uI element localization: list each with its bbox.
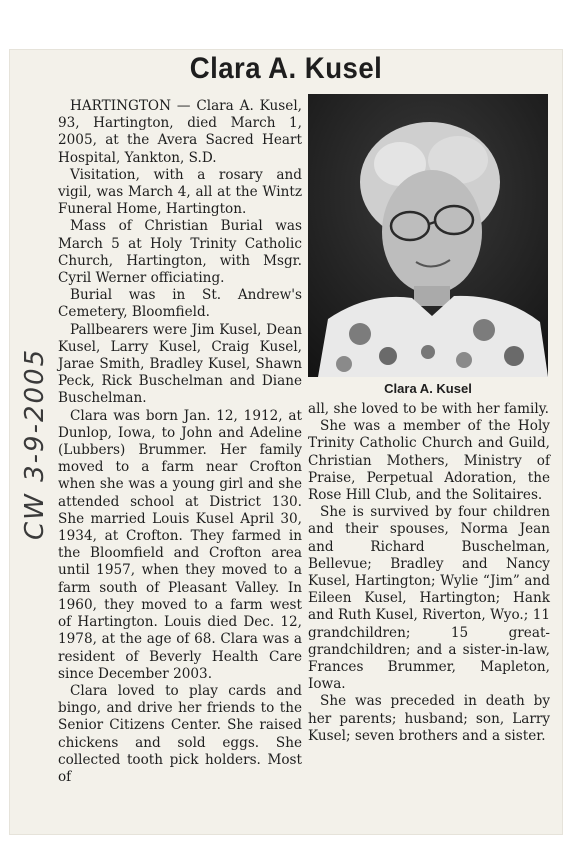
handwritten-date <box>20 450 50 540</box>
portrait-image <box>308 94 548 377</box>
paragraph-visitation: Visitation, with a rosary and vigil, was March 4, all at the Wintz Funeral Home, Hartington. <box>58 166 302 218</box>
paragraph-intro: HARTINGTON — Clara A. Kusel, 93, Hartington, died March 1, 2005, at the Avera Sacred Heart Hospital, Yankton, S.D. <box>58 98 302 166</box>
newspaper-clipping <box>10 50 562 834</box>
paragraph-continuation: all, she loved to be with her family. <box>308 401 549 417</box>
portrait-photo <box>308 94 548 377</box>
paragraph-burial: Burial was in St. Andrew's Cemetery, Bloomfield. <box>58 287 302 321</box>
left-column <box>58 98 302 786</box>
paragraph-memberships: She was a member of the Holy Trinity Catholic Church and Guild, Christian Mothers, Ministry of Praise, Perpetual Adoration, the Rose Hill Club, and the Solitaires. <box>308 418 550 504</box>
paragraph-survivors: She is survived by four children and their spouses, Norma Jean and Richard Buschelman, Bellevue; Bradley and Nancy Kusel, Hartington; Wylie “Jim” and Eileen Kusel, Hartington; Hank and Ruth Kusel, Riverton, Wyo.; 11 grandchildren; 15 great-grandchildren; and a sister-in-law, Frances Brummer, Mapleton, Iowa. <box>308 504 550 693</box>
paragraph-hobbies: Clara loved to play cards and bingo, and drive her friends to the Senior Citizens Center. She raised chickens and sold eggs. She collected tooth pick holders. Most of <box>58 682 302 785</box>
obituary-headline: Clara A. Kusel <box>189 52 383 85</box>
paragraph-biography: Clara was born Jan. 12, 1912, at Dunlop, Iowa, to John and Adeline (Lubbers) Brummer. Her family moved to a farm near Crofton when she was a young girl and she attended school at District 130. She married Louis Kusel April 30, 1934, at Crofton. They farmed in the Bloomfield and Crofton area until 1957, when they moved to a farm south of Pleasant Valley. In 1960, they moved to a farm west of Hartington. Louis died Dec. 12, 1978, at the age of 68. Clara was a resident of Beverly Health Care since December 2003. <box>58 407 302 682</box>
paragraph-pallbearers: Pallbearers were Jim Kusel, Dean Kusel, Larry Kusel, Craig Kusel, Jarae Smith, Bradley Kusel, Shawn Peck, Rick Buschelman and Diane Buschelman. <box>58 321 302 407</box>
paragraph-mass: Mass of Christian Burial was March 5 at Holy Trinity Catholic Church, Hartington, with Msgr. Cyril Werner officiating. <box>58 218 302 287</box>
right-column <box>308 401 550 745</box>
paragraph-preceded: She was preceded in death by her parents; husband; son, Larry Kusel; seven brothers and a sister. <box>308 693 550 744</box>
photo-caption: Clara A. Kusel <box>384 381 472 396</box>
